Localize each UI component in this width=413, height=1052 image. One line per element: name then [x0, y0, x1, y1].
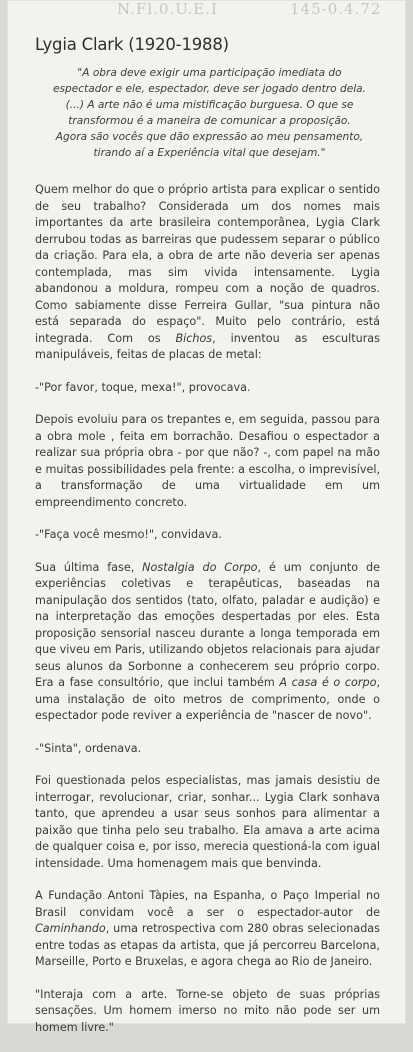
paragraph-8-emphasis: Caminhando: [35, 922, 106, 935]
paragraph-8-text-b: , uma retrospectiva com 280 obras selecionadas entre todas as etapas da artista, que já percorreu Barcelona, Marseille, Porto e Bruxelas, e agora chega ao Rio de Janeiro.: [35, 922, 380, 968]
archive-stamp-right: 145-0.4.72: [290, 0, 382, 18]
paragraph-5-text-b: , é um conjunto de experiências coletivas e terapêuticas, baseadas na manipulação dos sentidos (tato, olfato, paladar e audição) e na interpretação das emoções despertadas por eles. Esta proposição sensorial nasceu durante a longa temporada em que viveu em Paris, utilizando objetos relacionais para ajudar seus alunos da Sorbonne a conhecerem seu próprio corpo. Era a fase consultório, que inclui também: [35, 560, 381, 689]
paragraph-7: Foi questionada pelos especialistas, mas jamais desistiu de interrogar, revolucionar, criar, sonhar... Lygia Clark sonhava tanto, que aprendeu a usar seus sonhos para alimentar a paixão que tinha pelo seu trabalho. Ela amava a arte acima de qualquer coisa e, por isso, merecia questioná-la com igual intensidade. Uma homenagem mais que benvinda.: [35, 774, 380, 870]
paragraph-1-text-a: Quem melhor do que o próprio artista para explicar o sentido de seu trabalho? Considerada um dos nomes mais importantes da arte brasileira contemporânea, Lygia Clark derrubou todas as barreiras que pudessem separar o público da criação. Para ela, a obra de arte não deveria ser apenas contemplada, mas sim vivida intensamente. Lygia abandonou a moldura, rompeu com a noção de quadros. Como sabiamente disse Ferreira Gullar, "sua pintura não está separada do espaço". Muito pelo contrário, está integrada. Com os: [35, 183, 380, 345]
epigraph-quote: "A obra deve exigir uma participação imediata do espectador e ele, espectador, deve ser jogado dentro dela. (...) A arte não é uma mistificação burguesa. O que se transformou é a maneira de comunicar a proposição. Agora são vocês que dão expressão ao meu pensamento, tirando aí a Experiência vital que desejam.": [52, 67, 367, 159]
body-text: [35, 182, 380, 1052]
paragraph-4: -"Faça você mesmo!", convidava.: [35, 528, 222, 541]
paragraph-3: Depois evoluiu para os trepantes e, em seguida, passou para a obra mole , feita em borrachão. Desafiou o espectador a realizar sua própria obra - por que não? -, com papel na mão e muitas possibilidades pela frente: a escolha, o imprevisível, a transformação de uma virtualidade em um empreendimento concreto.: [35, 413, 380, 509]
paragraph-9: "Interaja com a arte. Torne-se objeto de suas próprias sensações. Um homem imerso no mito não pode ser um homem livre.": [35, 987, 380, 1034]
page-title: Lygia Clark (1920-1988): [35, 35, 229, 54]
paragraph-5-emphasis-2: A casa é o corpo: [279, 676, 377, 689]
paragraph-1-text-b: , inventou as esculturas manipuláveis, feitas de placas de metal:: [35, 331, 380, 361]
archive-stamp-left: N.Fl.0.U.E.I: [117, 0, 218, 18]
paragraph-5: [35, 560, 380, 725]
paragraph-8: [35, 888, 380, 971]
paragraph-2: -"Por favor, toque, mexa!", provocava.: [35, 380, 251, 394]
paragraph-1-emphasis: Bichos: [175, 331, 213, 345]
paragraph-1: [35, 182, 380, 364]
paragraph-5-text-c: , uma instalação de oito metros de comprimento, onde o espectador pode reviver a experiência de "nascer de novo".: [35, 676, 380, 722]
document-page: [7, 0, 406, 1034]
paragraph-5-text-a: Sua última fase,: [35, 560, 143, 574]
paragraph-6: -"Sinta", ordenava.: [35, 741, 142, 755]
paragraph-5-emphasis-1: Nostalgia do Corpo: [142, 560, 258, 574]
paragraph-8-text-a: A Fundação Antoni Tàpies, na Espanha, o Paço Imperial no Brasil convidam você a ser o espectador-autor de: [35, 889, 380, 919]
